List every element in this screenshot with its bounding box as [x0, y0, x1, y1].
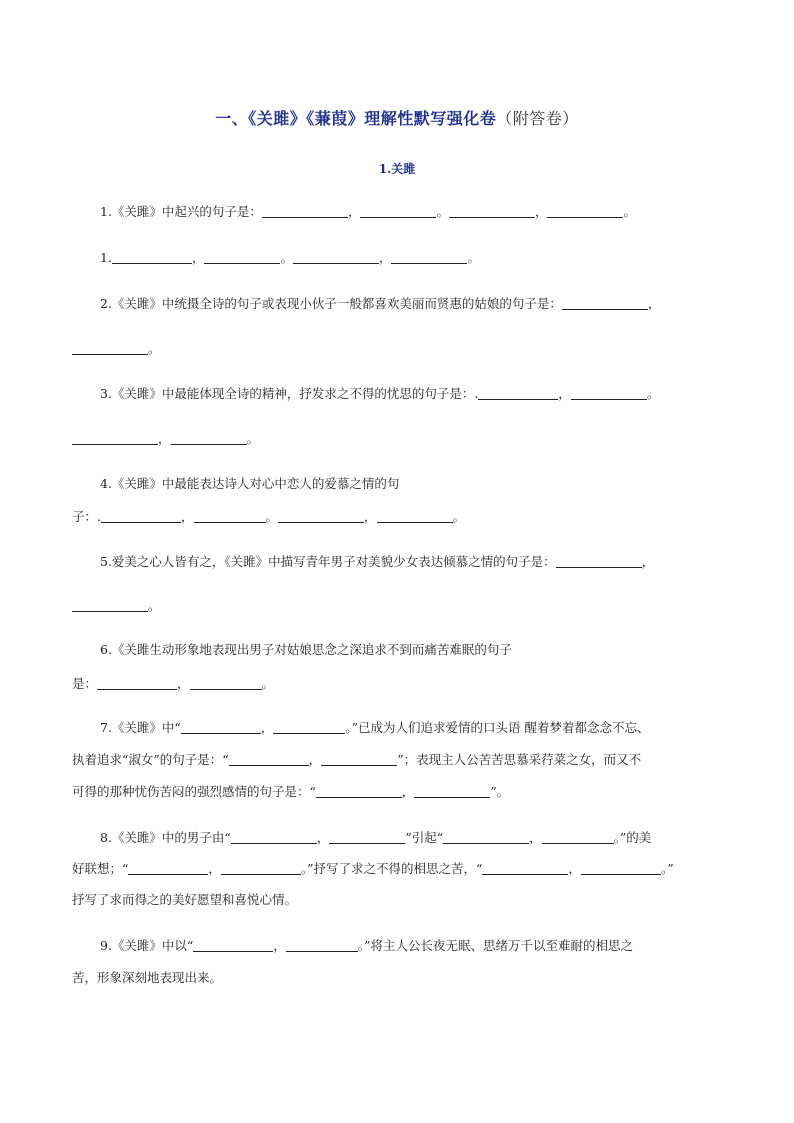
answer-blank[interactable] — [204, 250, 280, 264]
answer-blank[interactable] — [221, 861, 301, 875]
answer-blank[interactable] — [478, 386, 558, 400]
question-8-line-1: 8.《关雎》中的男子由“ ， ”引起“ ， 。”的美 — [100, 830, 652, 845]
answer-blank[interactable] — [293, 250, 379, 264]
question-7-line-3: 可得的那种忧伤苦闷的强烈感情的句子是：“ ， ”。 — [72, 784, 510, 799]
question-4-line-1: 4.《关雎》中最能表达诗人对心中恋人的爱慕之情的句 — [100, 476, 400, 491]
question-8-line-3: 抒写了求而得之的美好愿望和喜悦心情。 — [72, 892, 298, 907]
answer-blank[interactable] — [193, 938, 273, 952]
answer-blank[interactable] — [171, 431, 247, 445]
question-1-line-1: 1.《关雎》中起兴的句子是： ， 。 ， 。 — [100, 204, 636, 219]
question-1-line-2: 1. ， 。 ， 。 — [100, 250, 480, 265]
answer-blank[interactable] — [377, 509, 453, 523]
answer-blank[interactable] — [391, 250, 467, 264]
question-8-line-2: 好联想；“ ， 。”抒写了求之不得的相思之苦，“ ， 。” — [72, 861, 674, 876]
answer-blank[interactable] — [443, 830, 529, 844]
title-main: 一、《关雎》《蒹葭》理解性默写强化卷 — [215, 109, 497, 128]
title-paren: （附答卷） — [496, 109, 579, 128]
answer-blank[interactable] — [449, 204, 535, 218]
answer-blank[interactable] — [547, 204, 623, 218]
question-6-line-2: 是： ， 。 — [72, 676, 275, 691]
answer-blank[interactable] — [482, 861, 568, 875]
answer-blank[interactable] — [571, 386, 647, 400]
answer-blank[interactable] — [316, 784, 402, 798]
answer-blank[interactable] — [562, 296, 648, 310]
answer-blank[interactable] — [101, 509, 181, 523]
answer-blank[interactable] — [190, 676, 262, 690]
answer-blank[interactable] — [72, 431, 158, 445]
answer-blank[interactable] — [581, 861, 661, 875]
answer-blank[interactable] — [360, 204, 436, 218]
answer-blank[interactable] — [556, 554, 642, 568]
answer-blank[interactable] — [329, 830, 405, 844]
question-4-line-2: 子：. ， 。 ， 。 — [72, 509, 466, 524]
answer-blank[interactable] — [97, 676, 177, 690]
answer-blank[interactable] — [194, 509, 266, 523]
answer-blank[interactable] — [321, 752, 397, 766]
answer-blank[interactable] — [231, 830, 317, 844]
question-6-line-1: 6.《关雎生动形象地表现出男子对姑娘思念之深追求不到而痛苦难眠的句子 — [100, 642, 512, 657]
question-2-line-2: 。 — [72, 341, 161, 357]
answer-blank[interactable] — [72, 598, 148, 612]
question-7-line-2: 执着追求“淑女”的句子是：“ ， ”；表现主人公苦苦思慕采荇菜之女，而又不 — [72, 752, 642, 767]
answer-blank[interactable] — [229, 752, 309, 766]
page-title — [0, 106, 794, 129]
question-3-line-2: ， 。 — [72, 431, 259, 447]
question-3-line-1: 3.《关雎》中最能体现全诗的精神，抒发求之不得的忧思的句子是：. ， 。 — [100, 386, 660, 401]
answer-blank[interactable] — [286, 938, 358, 952]
answer-blank[interactable] — [128, 861, 208, 875]
question-2-line-1: 2.《关雎》中统摄全诗的句子或表现小伙子一般都喜欢美丽而贤惠的姑娘的句子是： ， — [100, 296, 661, 311]
question-5-line-2: 。 — [72, 598, 161, 614]
answer-blank[interactable] — [72, 341, 148, 355]
answer-blank[interactable] — [278, 509, 364, 523]
answer-blank[interactable] — [112, 250, 192, 264]
section-title: 1.关雎 — [378, 162, 416, 176]
answer-blank[interactable] — [273, 720, 345, 734]
answer-blank[interactable] — [542, 830, 614, 844]
question-9-line-1: 9.《关雎》中以“ ， 。”将主人公长夜无眠、思绪万千以至难耐的相思之 — [100, 938, 633, 953]
answer-blank[interactable] — [414, 784, 490, 798]
answer-blank[interactable] — [262, 204, 348, 218]
question-9-line-2: 苦，形象深刻地表现出来。 — [72, 970, 223, 985]
question-5-line-1: 5.爱美之心人皆有之，《关雎》中描写青年男子对美貌少女表达倾慕之情的句子是： ， — [100, 554, 655, 569]
question-7-line-1: 7.《关雎》中“ ， 。”已成为人们追求爱情的口头语 醒着梦着都念念不忘、 — [100, 720, 650, 735]
answer-blank[interactable] — [181, 720, 261, 734]
